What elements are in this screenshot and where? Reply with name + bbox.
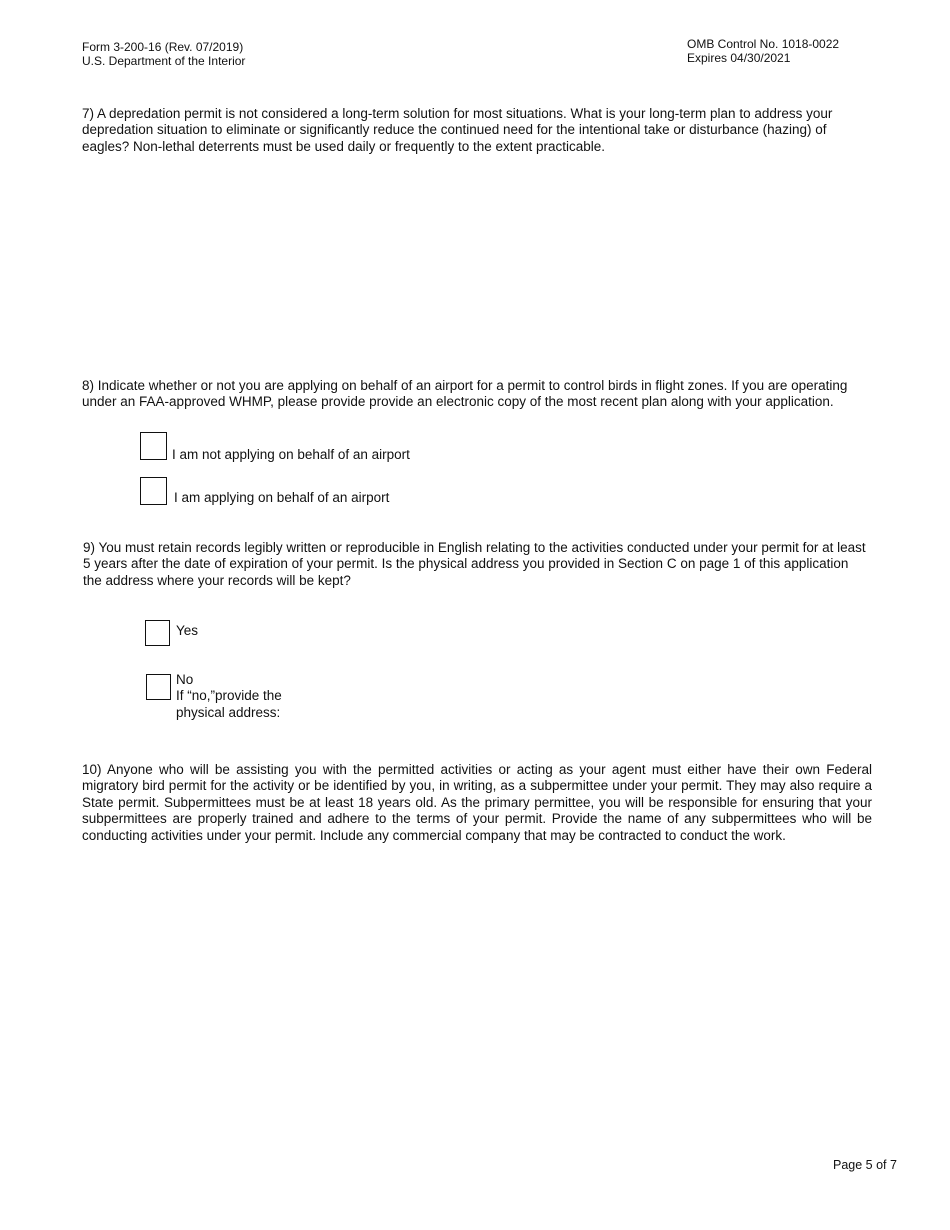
not-airport-label: I am not applying on behalf of an airport bbox=[172, 447, 410, 462]
omb-control-number: OMB Control No. 1018-0022 bbox=[687, 37, 840, 51]
question-7-answer-field[interactable] bbox=[82, 158, 872, 368]
department-name: U.S. Department of the Interior bbox=[82, 54, 246, 68]
question-10-text: 10) Anyone who will be assisting you with the permitted activities or acting as your agent must either have their own Federal migratory bird permit for the activity or be identified by you, in writing, as a subpermittee under your permit. They may also require a State permit. Subpermittees must be at least 18 years old. As the primary permittee, you will be responsible for ensuring that your subpermittees are properly trained and adhere to the terms of your permit. Provide the name of any subpermittees who will be conducting activities under your permit. Include any commercial company that may be contracted to conduct the work. bbox=[82, 762, 872, 843]
question-8-text: 8) Indicate whether or not you are applying on behalf of an airport for a permit to control birds in flight zones. If you are operating under an FAA-approved WHMP, please provide provide an electronic copy of the most recent plan along with your application. bbox=[82, 378, 848, 410]
no-instruction-line-1: If “no,”provide the bbox=[176, 688, 282, 704]
records-address-no-checkbox[interactable] bbox=[146, 674, 171, 700]
no-instruction-line-2: physical address: bbox=[176, 704, 281, 720]
no-option-block bbox=[176, 672, 282, 721]
form-header-left bbox=[82, 40, 245, 68]
airport-checkbox[interactable] bbox=[140, 477, 167, 505]
records-address-yes-checkbox[interactable] bbox=[145, 620, 170, 646]
page-number: Page 5 of 7 bbox=[833, 1158, 897, 1172]
not-airport-checkbox[interactable] bbox=[140, 432, 167, 460]
expiration-date: Expires 04/30/2021 bbox=[687, 51, 791, 65]
form-number: Form 3-200-16 (Rev. 07/2019) bbox=[82, 40, 244, 54]
form-header-right bbox=[687, 37, 839, 65]
question-10-answer-field[interactable] bbox=[82, 866, 872, 1146]
no-label: No bbox=[176, 672, 194, 687]
physical-address-field[interactable] bbox=[300, 672, 870, 732]
yes-label: Yes bbox=[176, 623, 199, 638]
airport-label: I am applying on behalf of an airport bbox=[174, 490, 390, 505]
question-9-text: 9) You must retain records legibly written or reproducible in English relating to the activities conducted under your permit for at least 5 years after the date of expiration of your permit. Is the physical address you provided in Section C on page 1 of this application the address where your records will be kept? bbox=[83, 540, 866, 588]
question-7-text: 7) A depredation permit is not considered a long-term solution for most situations. What is your long-term plan to address your depredation situation to eliminate or significantly reduce the continued need for the intentional take or disturbance (hazing) of eagles? Non-lethal deterrents must be used daily or frequently to the extent practicable. bbox=[82, 106, 833, 154]
